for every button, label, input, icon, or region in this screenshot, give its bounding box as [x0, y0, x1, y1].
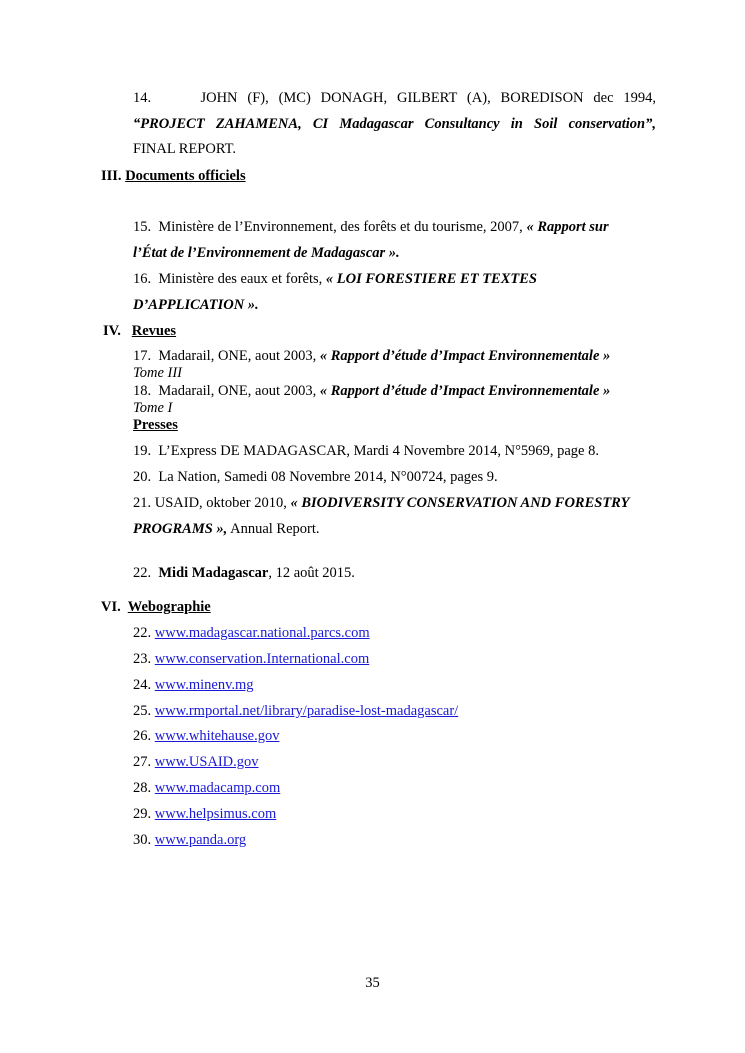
ref-21-number: 21.: [133, 495, 152, 511]
web-link-whitehause[interactable]: www.whitehause.gov: [154, 728, 280, 744]
ref-22-number: 22.: [133, 565, 152, 581]
ref-14-authors: JOHN (F), (MC) DONAGH, GILBERT (A), BOREDISON dec 1994,: [200, 90, 657, 106]
web-item: [133, 702, 458, 720]
web-item: [133, 650, 369, 668]
ref-17-number: 17.: [133, 348, 152, 364]
ref-15-line-1: [133, 218, 609, 236]
web-item: [133, 805, 276, 823]
web-item-number: 28.: [133, 780, 152, 796]
section-vi-title: Webographie: [127, 599, 211, 615]
web-link-panda[interactable]: www.panda.org: [154, 832, 247, 848]
ref-18-tome: Tome I: [133, 400, 173, 416]
section-vi-number: VI.: [101, 599, 121, 615]
ref-22-press: [133, 564, 355, 582]
web-link-conservation-international[interactable]: www.conservation.International.com: [154, 651, 370, 667]
ref-22-tail: , 12 août 2015.: [268, 565, 355, 581]
ref-21-line-2: [133, 520, 320, 538]
ref-14-title: “PROJECT ZAHAMENA, CI Madagascar Consultancy in Soil conservation”,: [133, 116, 656, 132]
ref-17-tome: Tome III: [133, 365, 183, 381]
ref-16-title-part-1: « LOI FORESTIERE ET TEXTES: [325, 271, 537, 287]
ref-16-text: Ministère des eaux et forêts,: [158, 271, 323, 287]
ref-16-title-part-2: D’APPLICATION ».: [133, 297, 259, 313]
ref-14-number: 14.: [133, 90, 152, 106]
web-item-number: 25.: [133, 703, 152, 719]
ref-19: [133, 442, 599, 460]
section-iii-title: Documents officiels: [125, 168, 246, 184]
ref-20-text: La Nation, Samedi 08 Novembre 2014, N°00724, pages 9.: [158, 469, 498, 485]
ref-18-text: Madarail, ONE, aout 2003,: [158, 383, 317, 399]
ref-17-title: « Rapport d’étude d’Impact Environnementale »: [319, 348, 611, 364]
ref-22-name: Midi Madagascar: [158, 565, 269, 581]
ref-15-text: Ministère de l’Environnement, des forêts et du tourisme, 2007,: [158, 219, 523, 235]
ref-21-line-1: [133, 494, 629, 512]
web-item-number: 24.: [133, 677, 152, 693]
section-iv-title: Revues: [131, 323, 177, 339]
ref-14-tail: FINAL REPORT.: [133, 141, 237, 157]
web-item: [133, 676, 254, 694]
ref-18-title: « Rapport d’étude d’Impact Environnementale »: [319, 383, 611, 399]
ref-17-text: Madarail, ONE, aout 2003,: [158, 348, 317, 364]
ref-18-line-1: [133, 382, 610, 400]
ref-15-number: 15.: [133, 219, 152, 235]
ref-21-title-part-1: « BIODIVERSITY CONSERVATION AND FORESTRY: [290, 495, 630, 511]
web-link-helpsimus[interactable]: www.helpsimus.com: [154, 806, 277, 822]
presses-heading: Presses: [133, 417, 178, 433]
ref-18-number: 18.: [133, 383, 152, 399]
section-iii-heading: [101, 167, 246, 185]
ref-14-line-1: [133, 89, 656, 107]
page-number: 35: [365, 975, 380, 991]
web-item: [133, 624, 370, 642]
web-item-number: 22.: [133, 625, 152, 641]
web-item-number: 30.: [133, 832, 152, 848]
web-item-number: 26.: [133, 728, 152, 744]
ref-21-tail: Annual Report.: [230, 521, 320, 537]
web-item-number: 23.: [133, 651, 152, 667]
web-item-number: 29.: [133, 806, 152, 822]
ref-16-line-1: [133, 270, 537, 288]
web-link-madacamp[interactable]: www.madacamp.com: [154, 780, 281, 796]
ref-20: [133, 468, 498, 486]
section-vi-heading: [101, 598, 211, 616]
section-iv-heading: [103, 322, 176, 340]
ref-16-number: 16.: [133, 271, 152, 287]
web-link-usaid[interactable]: www.USAID.gov: [154, 754, 259, 770]
ref-15-title-part-1: « Rapport sur: [526, 219, 609, 235]
web-link-minenv[interactable]: www.minenv.mg: [154, 677, 254, 693]
web-item: [133, 727, 279, 745]
ref-19-text: L’Express DE MADAGASCAR, Mardi 4 Novembre 2014, N°5969, page 8.: [158, 443, 599, 459]
section-iii-number: III.: [101, 168, 122, 184]
web-item: [133, 753, 259, 771]
web-item: [133, 779, 280, 797]
ref-21-text: USAID, oktober 2010,: [154, 495, 287, 511]
web-link-rmportal[interactable]: www.rmportal.net/library/paradise-lost-madagascar/: [154, 703, 459, 719]
web-item: [133, 831, 246, 849]
ref-17-line-1: [133, 347, 610, 365]
web-item-number: 27.: [133, 754, 152, 770]
web-link-madagascar-national-parcs[interactable]: www.madagascar.national.parcs.com: [154, 625, 370, 641]
ref-20-number: 20.: [133, 469, 152, 485]
section-iv-number: IV.: [103, 323, 121, 339]
ref-19-number: 19.: [133, 443, 152, 459]
ref-21-title-part-2: PROGRAMS »,: [133, 521, 228, 537]
ref-15-title-part-2: l’État de l’Environnement de Madagascar ».: [133, 245, 400, 261]
